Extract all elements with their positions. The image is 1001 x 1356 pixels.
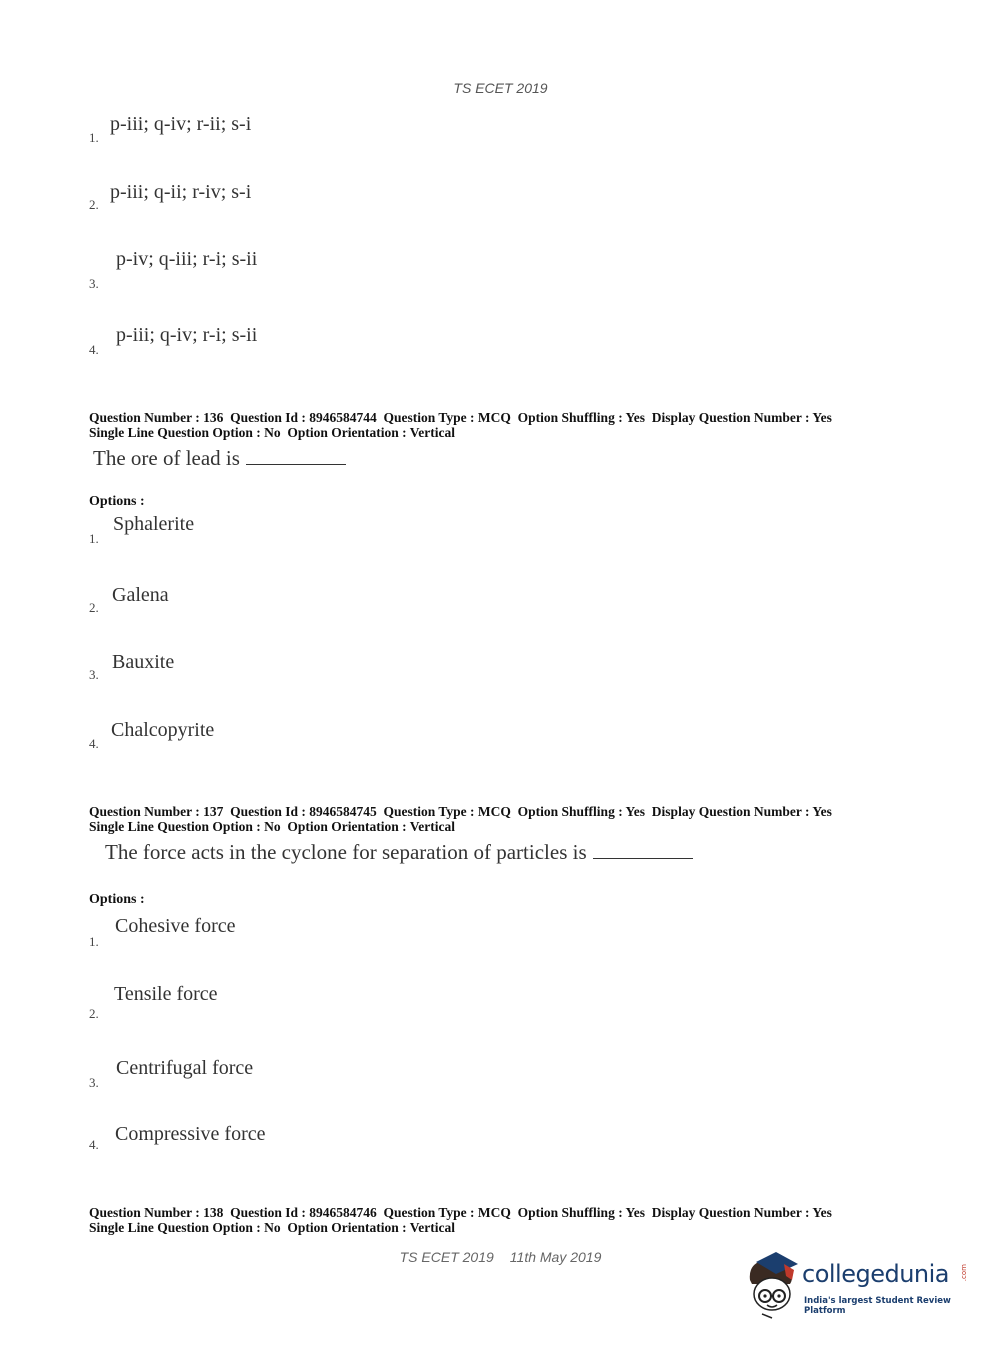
question-meta [89, 805, 832, 834]
option-text: Bauxite [112, 651, 175, 673]
option-number: 3. [89, 276, 99, 291]
option-number: 4. [89, 1137, 99, 1152]
question-meta-line2: Single Line Question Option : No Option Orientation : Vertical [89, 424, 456, 440]
option-text: p-iii; q-iv; r-i; s-ii [116, 324, 258, 346]
footer-exam: TS ECET 2019 [399, 1249, 494, 1265]
option-number: 1. [89, 531, 99, 546]
question-text [105, 840, 693, 865]
option-text: Compressive force [115, 1123, 266, 1145]
options-label: Options : [89, 892, 145, 907]
options-label: Options : [89, 494, 145, 509]
question-meta-line1: Question Number : 138 Question Id : 8946584746 Question Type : MCQ Option Shuffling : Yes Display Question Number : Yes [89, 1205, 832, 1220]
question-meta [89, 411, 832, 440]
question-meta-line2: Single Line Question Option : No Option Orientation : Vertical [89, 1219, 456, 1235]
option-text: Sphalerite [113, 513, 195, 535]
option-text: p-iv; q-iii; r-i; s-ii [116, 248, 258, 270]
logo-tagline: India's largest Student Review Platform [804, 1296, 951, 1316]
option-number: 1. [89, 934, 99, 949]
option-number: 4. [89, 736, 99, 751]
logo-com: .com [960, 1264, 968, 1282]
option-number: 4. [89, 342, 99, 357]
answer-blank [593, 840, 693, 859]
option-number: 1. [89, 130, 99, 145]
collegedunia-logo [742, 1250, 972, 1320]
option-text: Chalcopyrite [111, 719, 215, 741]
option-number: 2. [89, 1006, 99, 1021]
option-number: 2. [89, 197, 99, 212]
option-text: Centrifugal force [116, 1057, 254, 1079]
option-text: p-iii; q-iv; r-ii; s-i [110, 113, 252, 135]
option-number: 3. [89, 1075, 99, 1090]
mascot-icon [742, 1250, 802, 1320]
option-number: 3. [89, 667, 99, 682]
footer-date: 11th May 2019 [509, 1249, 602, 1265]
question-meta-line1: Question Number : 137 Question Id : 8946584745 Question Type : MCQ Option Shuffling : Yes Display Question Number : Yes [89, 804, 832, 819]
question-meta-line2: Single Line Question Option : No Option Orientation : Vertical [89, 818, 456, 834]
logo-brand: collegedunia [802, 1260, 950, 1288]
option-text: Galena [112, 584, 169, 606]
answer-blank [246, 446, 346, 465]
question-text-content: The force acts in the cyclone for separation of particles is [105, 840, 587, 864]
option-text: p-iii; q-ii; r-iv; s-i [110, 181, 252, 203]
option-text: Cohesive force [115, 915, 236, 937]
question-text-content: The ore of lead is [93, 446, 240, 470]
question-meta-line1: Question Number : 136 Question Id : 8946584744 Question Type : MCQ Option Shuffling : Yes Display Question Number : Yes [89, 410, 832, 425]
page-header: TS ECET 2019 [453, 80, 548, 96]
question-meta [89, 1206, 832, 1235]
option-text: Tensile force [114, 983, 218, 1005]
option-number: 2. [89, 600, 99, 615]
question-text [93, 446, 346, 471]
